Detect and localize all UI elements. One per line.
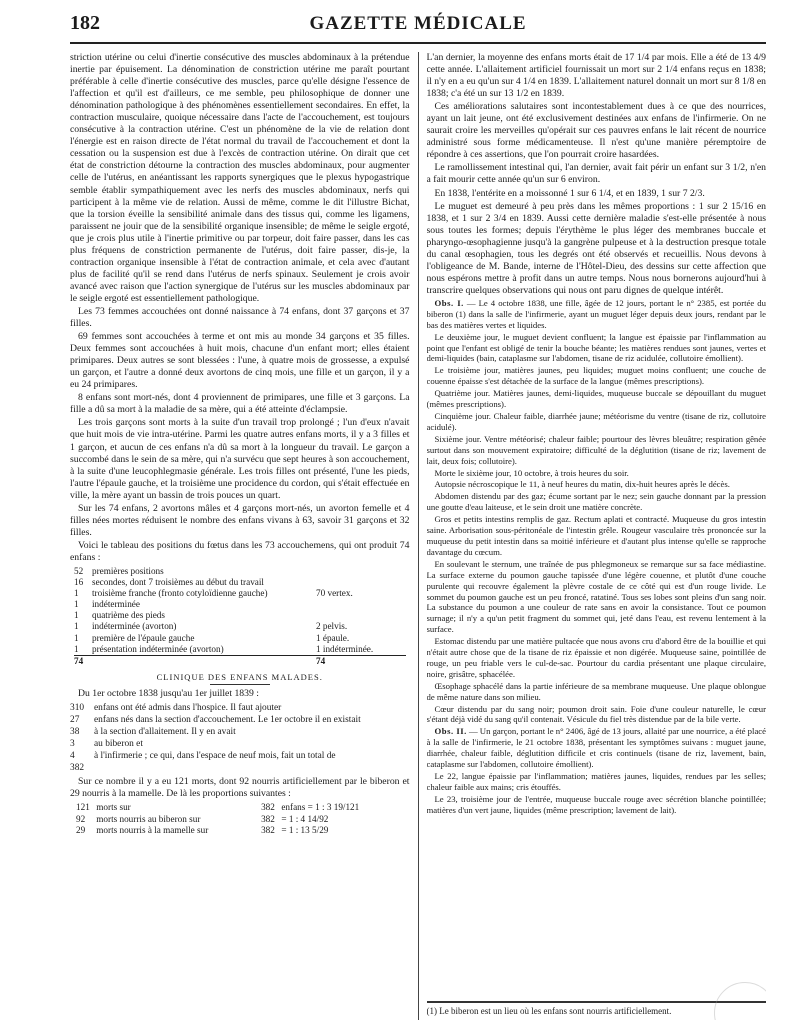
position-row <box>74 633 406 644</box>
position-label: indéterminée <box>92 599 140 610</box>
position-group: 1 indéterminée. <box>316 643 374 654</box>
ratio-value: = 1 : 13 5/29 <box>281 825 329 836</box>
paragraph: En 1838, l'entérite en a moissonné 1 sur 6 1/4, et en 1839, 1 sur 7 2/3. <box>434 187 705 199</box>
position-count: 52 <box>74 565 84 576</box>
position-row <box>74 644 406 656</box>
section-title: CLINIQUE DES ENFANS MALADES. <box>70 672 410 685</box>
ratio-value: enfans = 1 : 3 19/121 <box>281 801 360 812</box>
ratio-label: morts sur <box>96 801 131 812</box>
positions-total-right: 74 <box>312 655 406 667</box>
position-count: 1 <box>74 588 79 599</box>
observation-paragraph: Le troisième jour, matières jaunes, peu liquides; muguet moins confluent; une couche de couenne épaisse s'est détachée de la surface de la langue (mêmes prescriptions). <box>426 365 766 387</box>
admission-text: à l'infirmerie ; ce qui, dans l'espace de neuf mois, fait un total de <box>94 750 336 761</box>
admission-text: à la section d'allaitement. Il y en avait <box>94 726 236 737</box>
admission-count: 4 <box>70 750 75 761</box>
paragraph: 69 femmes sont accouchées à terme et ont mis au monde 34 garçons et 35 filles. Deux femmes sont accouchées à huit mois, chacune d'un enfant mort; elles étaient primipares. Deux autres se sont blessées : l'une, à quatre mois de grossesse, a expulsé un garçon, et l'autre a donné deux avortons de cinq mois, une fille et un garçon, il y a eu 24 primipares. <box>70 331 410 391</box>
admission-text: enfans ont été admis dans l'hospice. Il faut ajouter <box>94 702 282 713</box>
position-group: 2 pelvis. <box>316 621 348 632</box>
paragraph: Les 73 femmes accouchées ont donné naissance à 74 enfans, dont 37 garçons et 37 filles. <box>70 305 410 330</box>
admission-count: 38 <box>70 726 80 737</box>
observation-paragraph: Le 22, langue épaissie par l'inflammation; matières jaunes, liquides, rendues par les selles; chaleur faible aux mains; cris étouffés. <box>426 771 766 792</box>
fetal-positions-table <box>74 566 406 667</box>
observation-paragraph: En soulevant le sternum, une traînée de pus phlegmoneux se remarque sur sa face médiastine. La surface externe du poumon gauche tapissée d'une légère couenne, et plutôt d'une couche purulente qui recouvre également la plèvre costale de ce côté qui est d'un rouge livide. Le sommet du poumon gauche est un peu froncé, ratatiné. Tous ses lobes sont pleins d'un sang noir. La substance du poumon a une couleur de rate sans en avoir la consistance. Tout ce poumon surnage; il n'y a qu'un petit fragment du sommet qui, jeté dans l'eau, est revenu lentement à la surface. <box>426 558 766 635</box>
paragraph: Voici le tableau des positions du fœtus dans les 73 accouchemens, qui ont produit 74 enfans : <box>70 539 410 563</box>
admission-count: 3 <box>70 738 75 749</box>
footnote: (1) Le biberon est un lieu où les enfans sont nourris artificiellement. <box>427 1001 767 1016</box>
clinique-intro: Du 1er octobre 1838 jusqu'au 1er juillet 1839 : <box>78 687 259 699</box>
ratio-deaths: 121 <box>76 801 90 812</box>
position-group <box>312 566 406 577</box>
position-label: indéterminée (avorton) <box>92 621 177 632</box>
admission-row <box>70 738 402 750</box>
admission-count: 27 <box>70 714 80 725</box>
journal-title: GAZETTE MÉDICALE <box>309 13 527 34</box>
position-count: 1 <box>74 643 79 654</box>
observation-paragraph: Estomac distendu par une matière pultacée que nous avons cru d'abord être de la bouillie et qui n'était autre chose que de la tisane de riz épaissie et non digérée. Muqueuse saine, pointillée de rouge, un peu friable vers le cul-de-sac. Pourtour du cardia présentant une plaque circulaire, noire, grisâtre, sphacélée. <box>426 636 766 679</box>
page-number: 182 <box>70 12 100 34</box>
observation-paragraph: Cœur distendu par du sang noir; poumon droit sain. Foie d'une couleur naturelle, le cœur s'étant déjà vidé du sang qu'il contenait. Vésicule du fiel très distendue par de la bile verte. <box>426 703 766 725</box>
position-group <box>312 610 406 621</box>
position-group: 70 vertex. <box>316 588 353 599</box>
text-columns <box>70 52 766 1020</box>
observation-paragraph: Le 23, troisième jour de l'entrée, muqueuse buccale rouge avec sécrétion blanche pointillée; matières d'un vert jaune, liquides (même prescription; lavement de lait). <box>426 793 766 815</box>
admission-count: 310 <box>70 702 85 713</box>
observation-paragraph: Quatrième jour. Matières jaunes, demi-liquides, muqueuse buccale se dépouillant du muguet (mêmes prescriptions). <box>426 388 766 410</box>
admission-row <box>70 750 402 762</box>
admission-count: 382 <box>70 762 85 773</box>
observation-paragraph: Autopsie nécroscopique le 11, à neuf heures du matin, dix-huit heures après le décès. <box>434 479 730 490</box>
admission-row <box>70 762 402 774</box>
position-row <box>74 588 406 599</box>
library-stamp <box>714 982 766 1020</box>
position-count: 1 <box>74 599 79 610</box>
right-column <box>427 52 767 1020</box>
position-count: 1 <box>74 610 79 621</box>
admission-row <box>70 726 402 738</box>
position-label: troisième franche (fronto cotyloïdienne gauche) <box>92 588 268 599</box>
admission-row <box>70 702 402 714</box>
paragraph: striction utérine ou celui d'inertie consécutive des muscles abdominaux à la prétendue inertie par épuisement. La dénomination de constriction utérine me paraît pourtant préférable à celle d'inertie consécutive des muscles, parce qu'elle désigne l'essence de l'affection et qu'il est d'ailleurs, ce me semble, peu philosophique de donner une dénomination pathologique à des phénomènes essentiellement secondaires. En effet, la contraction musculaire, quoique nécessaire dans l'acte de l'accouchement, est toujours consécutive à la contraction utérine. C'est un phénomène de la vie de relation dont l'énergie est en raison directe de l'état normal du travail de l'accouchement et dont la cessation ou la suspension est due à l'excès de contraction utérine. On dirait que cet état de constriction détourne la contraction des muscles abdominaux, pour augmenter celle de l'utérus, en anéantissant les rapports synergiques que le plexus hypogastrique semble établir sympathiquement avec les nerfs des muscles abdominaux, nerfs qui participent à la même vie de relation. Aussi de même, comme le dit l'illustre Bichat, que la torsion éveille la sensibilité animale dans des tissus qui, comme les ligamens, paraissent ne jouir que de la sensibilité organique insensible; de même le seigle ergoté, que je crois plus utile à l'inertie primitive ou par torpeur, doit faire passer, dans les cas plus fréquens de constriction permanente de l'utérus, doit faire passer, dis-je, la contraction organique insensible à l'état de contraction animale, et cela avec d'autant plus de facilité qu'il se rend dans l'utérus de nerfs spinaux. Seulement je crois avoir avancé avec raison que l'action synergique de l'utérus sur les muscles abdominaux par le seigle ergoté est essentiellement pathologique. <box>70 52 410 304</box>
observation-2-intro <box>427 726 767 770</box>
position-group <box>312 599 406 610</box>
position-label: présentation indéterminée (avorton) <box>92 643 224 654</box>
observation-paragraph: Morte le sixième jour, 10 octobre, à trois heures du soir. <box>434 467 629 478</box>
admission-row <box>70 714 402 726</box>
position-row <box>74 566 406 577</box>
paragraph: Le muguet est demeuré à peu près dans les mêmes proportions : 1 sur 2 15/16 en 1838, et 1 sur 2 3/4 en 1839. Aussi cette dernière maladie s'est-elle présentée à nous sous toutes les formes; depuis l'érythème le plus léger des membranes buccale et pharyngo-œsophagienne jusqu'à la gangrène pulpeuse et à la destruction presque totale du canal œsophagien, tous les degrés ont été observés et recueillis. Nous devons à l'obligeance de M. Bande, interne de l'Hôtel-Dieu, des dessins sur cette affection que nous espérons mettre à profit dans un autre temps. Nous nous bornerons aujourd'hui à transcrire quelques observations qui nous ont paru dignes de quelque intérêt. <box>426 200 766 296</box>
ratio-total: 382 <box>261 801 275 812</box>
position-count: 1 <box>74 621 79 632</box>
admission-text: enfans nés dans la section d'accouchement. Le 1er octobre il en existait <box>94 714 361 725</box>
observation-1-body <box>427 332 767 726</box>
mortality-ratio-table <box>76 802 396 837</box>
paragraph: Les trois garçons sont morts à la suite d'un travail trop prolongé ; l'un d'eux n'avait que huit mois de vie intra-utérine. Parmi les quatre autres enfans morts, il y a 3 filles et 1 garçon, et aucun de ces enfans n'a dû sa mort à la longueur du travail. Le garçon a succombé dans le sein de sa mère, qui n'a survécu que sept heures à son accouchement, à la suite d'une leucophlegmasie générale. Les trois filles ont présenté, l'une les pieds, l'autre l'épaule gauche, et la troisième une procidence du cordon, qui s'était effectuée en ville, la mère ayant un bassin de trois pouces un quart. <box>70 417 410 501</box>
position-group: 1 épaule. <box>316 632 350 643</box>
position-label: première de l'épaule gauche <box>92 632 195 643</box>
position-count: 1 <box>74 632 79 643</box>
paragraph: L'an dernier, la moyenne des enfans morts était de 17 1/4 par mois. Elle a été de 13 4/9 cette année. L'allaitement artificiel fournissait un mort sur 2 1/4 enfans reçus en 1838; il n'y en a eu qu'un sur 4 1/4 en 1839. L'allaitement naturel donnait un mort sur 8 1/8 en 1838; c'a été un sur 13 1/2 en 1839. <box>426 52 766 100</box>
ratio-row <box>76 802 396 814</box>
positions-total-row <box>74 655 406 667</box>
ratio-value: = 1 : 4 14/92 <box>281 813 329 824</box>
left-column <box>70 52 419 1020</box>
paragraph: Sur les 74 enfans, 2 avortons mâles et 4 garçons mort-nés, un avorton femelle et 4 filles nées mortes réduisent le nombre des enfans vivans à 63, savoir 31 garçons et 32 filles. <box>70 502 410 538</box>
admission-text <box>94 762 402 774</box>
position-row <box>74 577 406 588</box>
admission-text: au biberon et <box>94 738 143 749</box>
observation-paragraph: Abdomen distendu par des gaz; écume sortant par le nez; sein gauche donnant par la pression une goutte d'eau laiteuse, et le sein droit une matière concrète. <box>426 491 766 513</box>
ratio-deaths: 92 <box>76 813 86 824</box>
observation-paragraph: Le deuxième jour, le muguet devient confluent; la langue est épaissie par l'inflammation au point que l'enfant est obligé de tenir la bouche béante; les matières rendues sont jaunes, vertes et demi-liquides (bain, cataplasme sur l'abdomen, tisane de riz acidulée, collutoire émollient). <box>426 331 766 364</box>
observation-label: Obs. II. <box>434 726 467 737</box>
ratio-total: 382 <box>261 825 275 836</box>
position-row <box>74 599 406 610</box>
paragraph: Le ramollissement intestinal qui, l'an dernier, avait fait périr un enfant sur 3 1/2, n'en a fait mourir cette année qu'un sur 6 environ. <box>426 162 766 186</box>
ratio-label: morts nourris à la mamelle sur <box>96 825 209 836</box>
position-row <box>74 610 406 621</box>
ratio-label: morts nourris au biberon sur <box>96 813 201 824</box>
paragraph: 8 enfans sont mort-nés, dont 4 proviennent de primipares, une fille et 3 garçons. La fille a dû sa mort à la maladie de sa mère, qui a été atteinte d'éclampsie. <box>70 392 410 416</box>
ratio-deaths: 29 <box>76 825 86 836</box>
proportions-text: Sur ce nombre il y a eu 121 morts, dont 92 nourris artificiellement par le biberon et 29 nourris à la mamelle. De là les proportions suivantes : <box>70 775 410 799</box>
position-label: quatrième des pieds <box>92 610 165 621</box>
position-label: premières positions <box>92 565 164 576</box>
observation-text: — Un garçon, portant le n° 2406, âgé de 13 jours, allaité par une nourrice, a été placé à la salle de l'infirmerie, le 21 octobre 1838, présentant les symptômes suivans : muguet jaune, diarrhée, chaleur faible, déglutition difficile et cris continuels (tisane de riz, lavement, bain, cataplasme sur l'abdomen, collutoire émollient). <box>426 726 766 770</box>
observation-paragraph: Gros et petits intestins remplis de gaz. Rectum aplati et contracté. Muqueuse du gros intestin saine. Arborisation sous-péritonéale de l'intestin grêle. Rougeur vasculaire très prononcée sur la muqueuse du petit intestin dans sa moitié inférieure et d'autant plus intense qu'elle se rapproche davantage du cœcum. <box>426 514 766 557</box>
observation-paragraph: Cinquième jour. Chaleur faible, diarrhée jaune; météorisme du ventre (tisane de riz, collutoire acidulé). <box>426 411 766 432</box>
page-header <box>70 12 766 44</box>
positions-total-left: 74 <box>74 655 92 667</box>
observation-paragraph: Sixième jour. Ventre météorisé; chaleur faible; pourtour des lèvres bleuâtre; respiration gênée surtout dans son mouvement expiratoire; difficulté de la déglutition (tisane de riz; lavement de lait, deux fois; collutoire). <box>426 433 766 466</box>
observation-text: — Le 4 octobre 1838, une fille, âgée de 12 jours, portant le n° 2385, est portée du biberon (1) dans la salle de l'infirmerie, ayant un muguet léger depuis deux jours, rendant par le bas des matières vertes et liquides. <box>426 297 766 330</box>
admissions-table <box>70 702 402 774</box>
position-label: secondes, dont 7 troisièmes au début du travail <box>92 577 264 588</box>
paragraph: Ces améliorations salutaires sont incontestablement dues à ce que des nourrices, ayant un lait jeune, ont été exclusivement destinées aux enfans de l'infirmerie. On ne saurait croire les merveilles qu'opérait sur ces pauvres enfans le lait récent de nourrice administré sous forme médicamenteuse. Il n'est qu'une manière péremptoire de répondre à ces assertions, que l'on pourrait croire hasardées. <box>426 101 766 161</box>
observation-paragraph: Œsophage sphacélé dans la partie inférieure de sa membrane muqueuse. Une plaque oblongue de même nature dans son milieu. <box>426 680 766 702</box>
observation-2-body <box>427 771 767 816</box>
position-count: 16 <box>74 577 84 588</box>
position-row <box>74 621 406 632</box>
ratio-total: 382 <box>261 813 275 824</box>
ratio-row <box>76 825 396 837</box>
observation-1-intro <box>427 298 767 331</box>
position-group <box>312 577 406 588</box>
ratio-row <box>76 814 396 826</box>
observation-label: Obs. I. <box>434 297 464 308</box>
